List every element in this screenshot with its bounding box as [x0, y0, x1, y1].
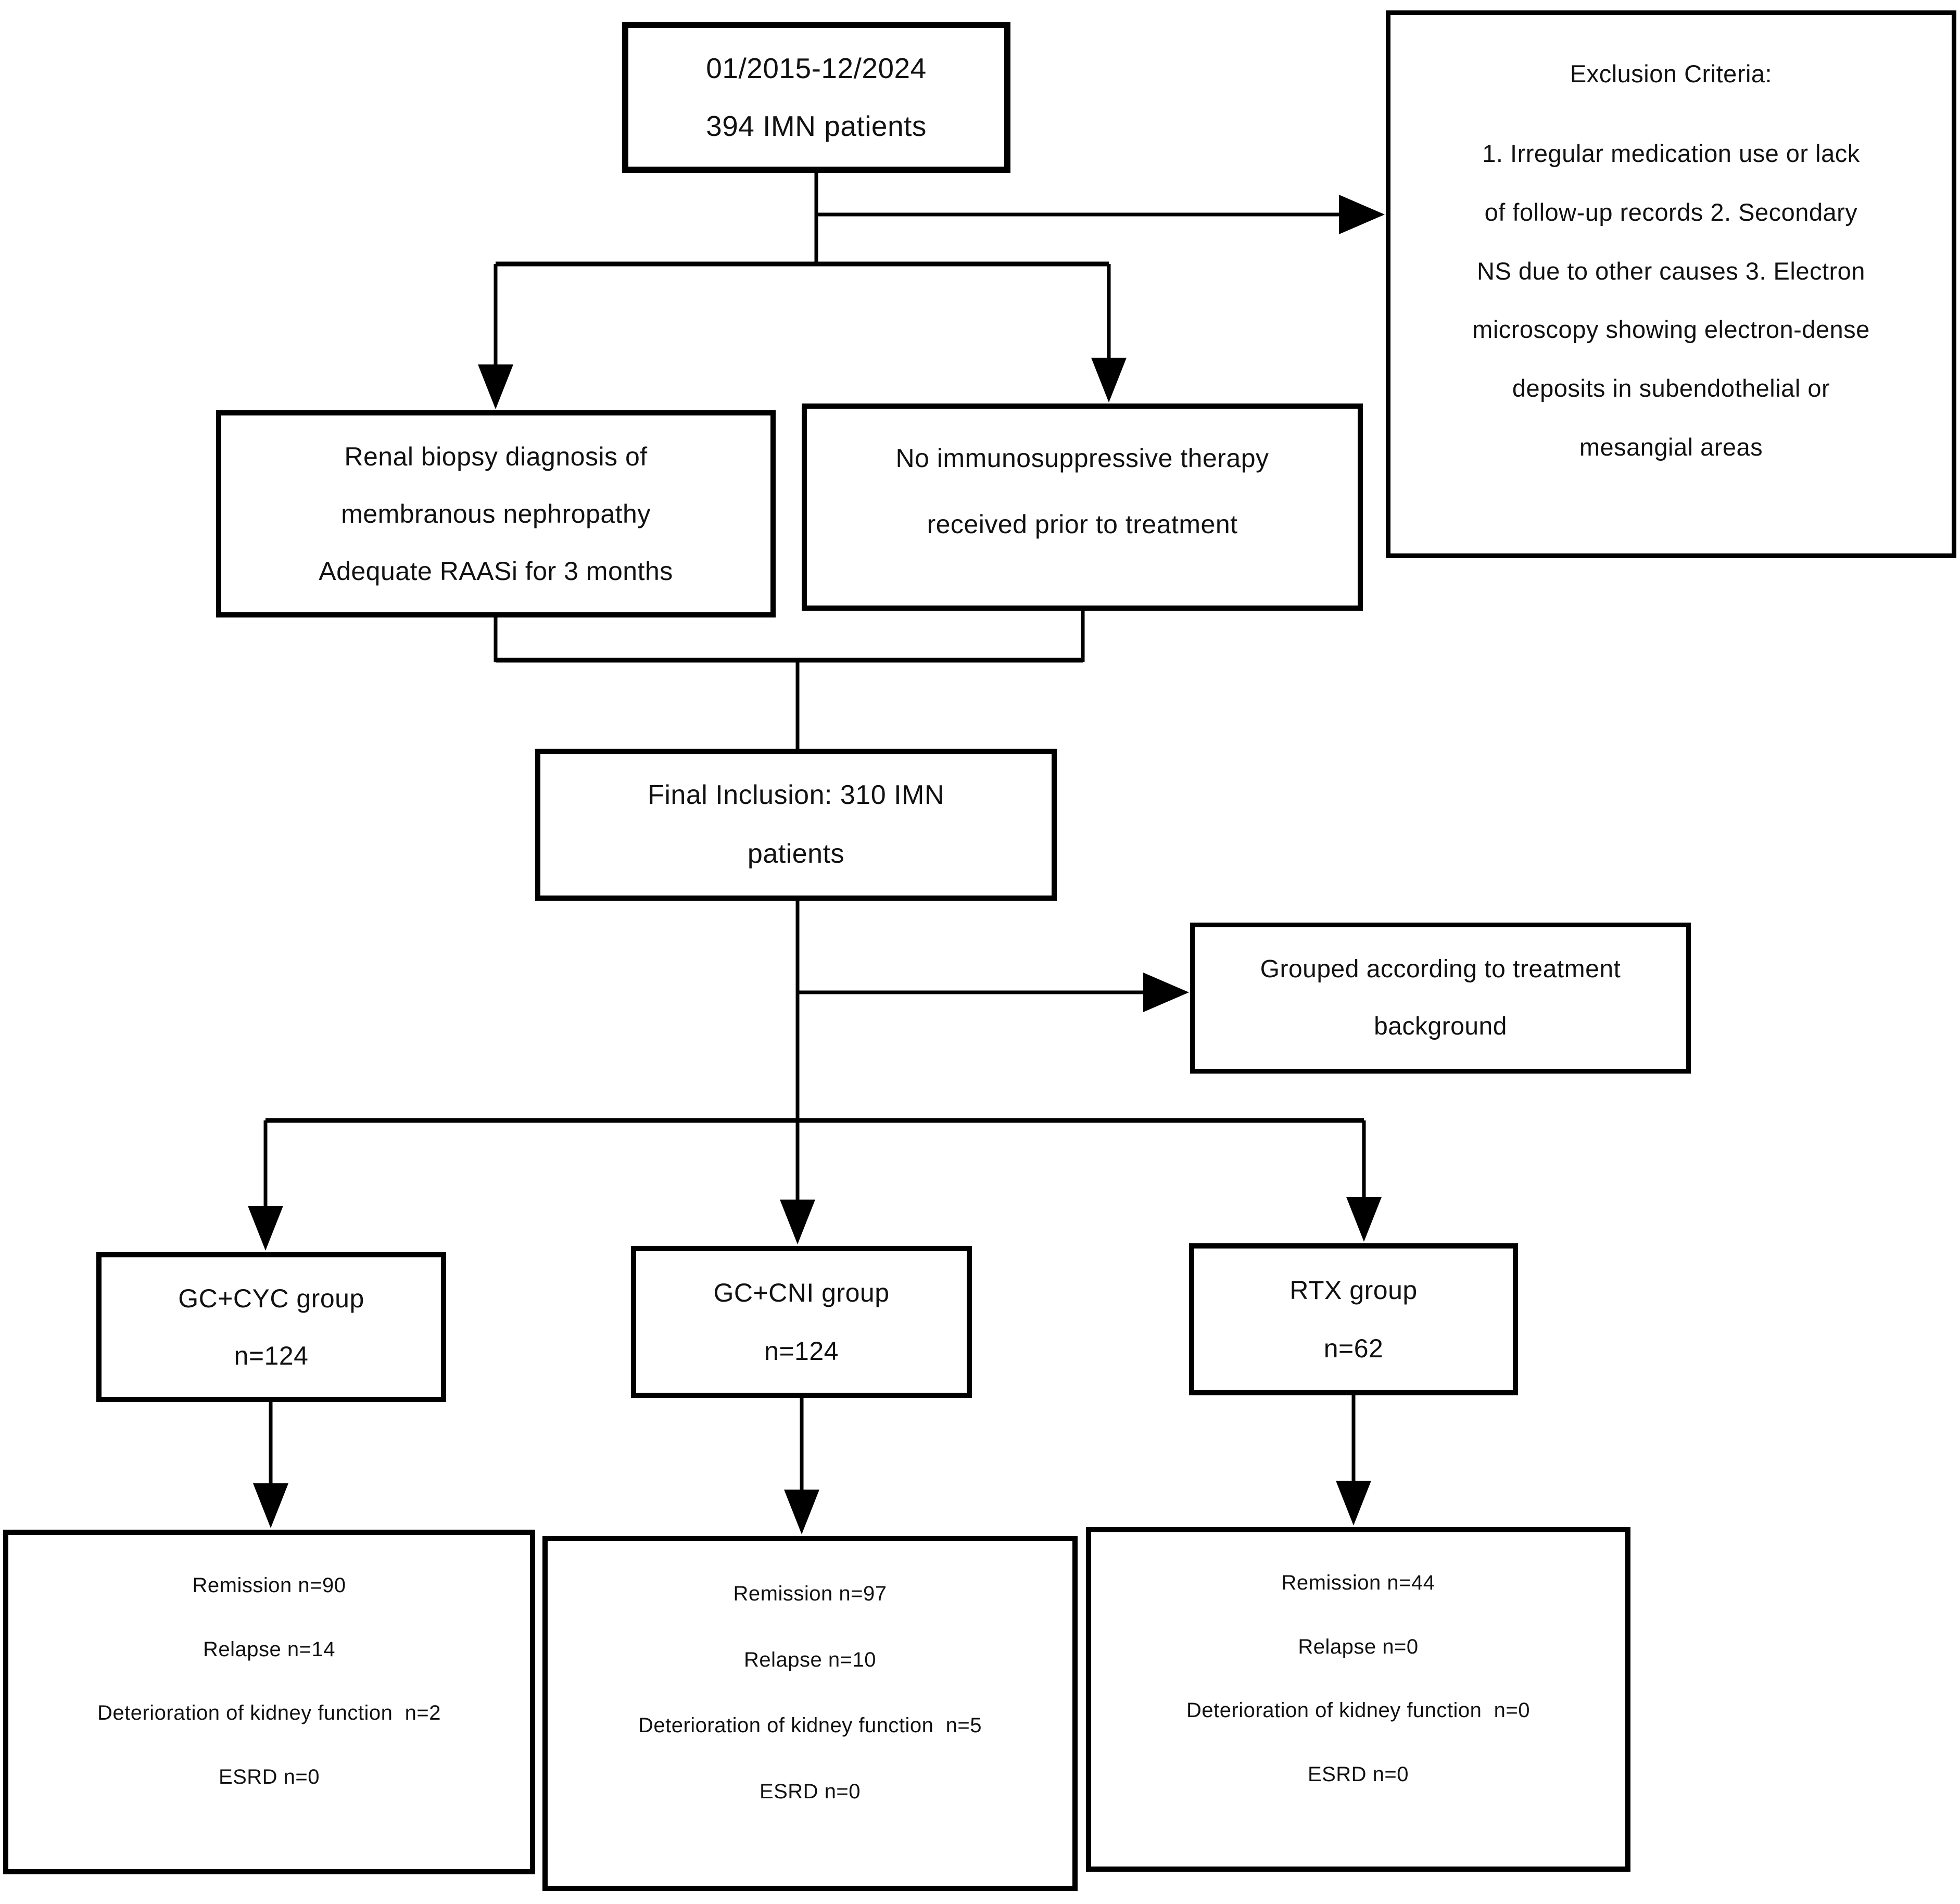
gccyc-arrowhead-icon [248, 1206, 283, 1251]
exclusion-line: mesangial areas [1579, 433, 1763, 461]
outcome-esrd: ESRD n=0 [759, 1780, 861, 1803]
outcome-relapse: Relapse n=14 [203, 1637, 335, 1661]
outcome-esrd: ESRD n=0 [218, 1765, 320, 1788]
rtx-group-box [1189, 1243, 1518, 1395]
gc-cyc-group-label: GC+CYC group [178, 1283, 364, 1313]
outcome-deterioration: Deterioration of kidney function n=2 [97, 1701, 441, 1725]
gccni-arrowhead-icon [780, 1200, 815, 1244]
gc-cyc-group-n: n=124 [234, 1341, 309, 1370]
outcome-relapse: Relapse n=0 [1298, 1635, 1419, 1658]
exclusion-line: NS due to other causes 3. Electron [1477, 257, 1865, 285]
rtx-arrowhead-icon [1346, 1197, 1382, 1242]
exclusion-criteria-box [1386, 10, 1956, 558]
outcome1-arrowhead-icon [253, 1483, 288, 1528]
outcome3-arrowhead-icon [1336, 1481, 1371, 1525]
outcome-esrd: ESRD n=0 [1307, 1762, 1409, 1786]
renal-biopsy-line: Adequate RAASi for 3 months [319, 556, 673, 586]
exclusion-line: deposits in subendothelial or [1512, 374, 1830, 402]
outcome-remission: Remission n=44 [1281, 1571, 1435, 1595]
no-immunosuppressive-line: No immunosuppressive therapy [895, 444, 1269, 473]
final-inclusion-box [535, 749, 1057, 901]
outcome-remission: Remission n=97 [733, 1582, 887, 1606]
renal-biopsy-line: Renal biopsy diagnosis of [344, 442, 648, 471]
no-immunosuppressive-line: received prior to treatment [927, 510, 1238, 539]
gc-cni-group-box [631, 1246, 972, 1398]
rtx-group-label: RTX group [1289, 1276, 1418, 1305]
exclusion-arrowhead-icon [1339, 195, 1385, 234]
grouped-arrowhead-icon [1143, 973, 1189, 1012]
cohort-period: 01/2015-12/2024 [706, 52, 927, 84]
exclusion-line: 1. Irregular medication use or lack [1482, 139, 1860, 167]
rtx-group-n: n=62 [1323, 1333, 1384, 1363]
gc-cyc-group-box [96, 1252, 446, 1402]
outcome-relapse: Relapse n=10 [744, 1648, 876, 1671]
outcome2-arrowhead-icon [784, 1490, 819, 1534]
therapy-arrowhead-icon [1091, 358, 1127, 402]
renal-biopsy-line: membranous nephropathy [341, 499, 651, 528]
cohort-box [622, 22, 1010, 173]
gc-cni-group-n: n=124 [764, 1336, 839, 1366]
gc-cyc-outcomes-box [3, 1530, 535, 1874]
renal-arrowhead-icon [478, 364, 513, 409]
exclusion-line: of follow-up records 2. Secondary [1484, 198, 1858, 226]
cohort-count: 394 IMN patients [706, 110, 927, 143]
grouped-line: background [1374, 1013, 1507, 1041]
grouped-line: Grouped according to treatment [1260, 955, 1621, 983]
outcome-deterioration: Deterioration of kidney function n=0 [1186, 1699, 1530, 1722]
renal-biopsy-box [216, 410, 776, 617]
rtx-outcomes-box [1086, 1527, 1630, 1872]
no-immunosuppressive-box [802, 404, 1363, 611]
final-inclusion-line: Final Inclusion: 310 IMN [648, 780, 944, 811]
final-inclusion-line: patients [747, 838, 845, 869]
exclusion-title: Exclusion Criteria: [1570, 60, 1773, 88]
exclusion-line: microscopy showing electron-dense [1472, 316, 1870, 344]
outcome-remission: Remission n=90 [192, 1574, 346, 1597]
gc-cni-outcomes-box [542, 1536, 1078, 1891]
grouped-by-treatment-box [1190, 923, 1691, 1074]
outcome-deterioration: Deterioration of kidney function n=5 [638, 1714, 982, 1737]
gc-cni-group-label: GC+CNI group [713, 1278, 890, 1307]
